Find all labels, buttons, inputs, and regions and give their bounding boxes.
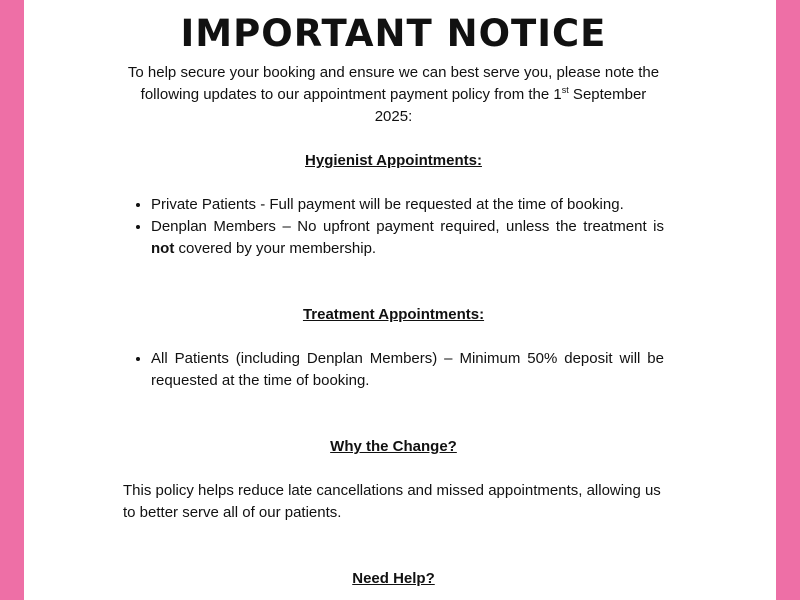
list-item: [151, 216, 664, 260]
intro-superscript: st: [561, 85, 569, 95]
intro-text: To help secure your booking and ensure we can best serve you, please note the following updates to our appointment payment policy from the 1: [127, 64, 660, 103]
treatment-heading: Treatment Appointments:: [302, 306, 485, 323]
why-heading: Why the Change?: [330, 438, 457, 455]
hygienist-heading: Hygienist Appointments:: [305, 152, 482, 169]
why-paragraph: This policy helps reduce late cancellations and missed appointments, allowing us to better serve all of our patients.: [123, 482, 661, 521]
hygienist-item-private: Private Patients - Full payment will be requested at the time of booking.: [151, 196, 624, 213]
hygienist-item-denplan: Denplan Members – No upfront payment required, unless the treatment is: [151, 218, 664, 235]
treatment-item-all: All Patients (including Denplan Members) – Minimum 50% deposit will be requested at the time of booking.: [151, 350, 664, 389]
hygienist-item-denplan-end: covered by your membership.: [174, 240, 377, 257]
list-item: [151, 348, 664, 392]
list-item: [151, 194, 664, 216]
notice-content: [123, 0, 664, 590]
hygienist-list: [123, 194, 664, 260]
intro-date-text: September 2025:: [374, 86, 647, 125]
intro-paragraph: [123, 62, 664, 128]
emphasis-not: not: [151, 240, 175, 257]
help-heading: Need Help?: [352, 570, 435, 587]
notice-page: [24, 0, 776, 600]
treatment-list: [123, 348, 664, 392]
notice-title: IMPORTANT NOTICE: [180, 12, 607, 55]
